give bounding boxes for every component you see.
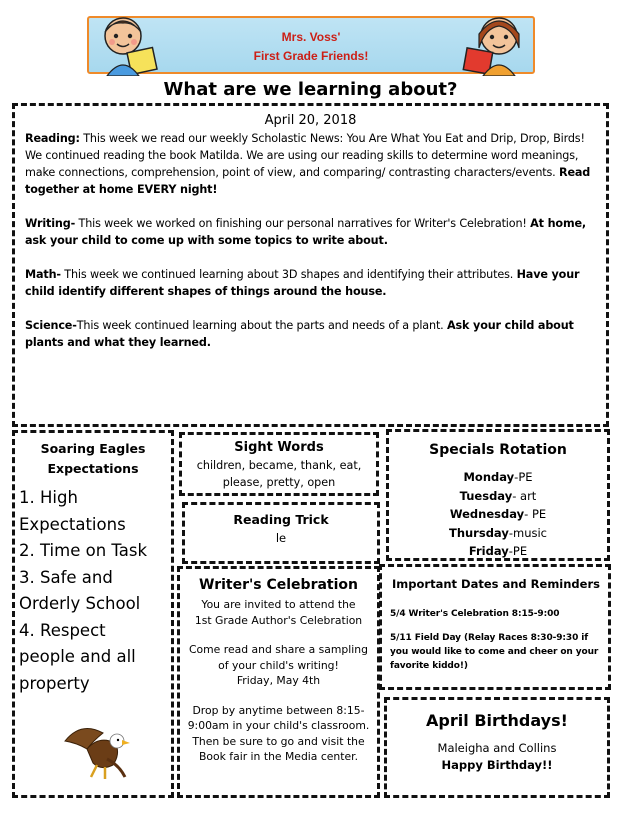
text-line: Drop by anytime between 8:15- [192,703,365,717]
science-text: This week continued learning about the parts and needs of a plant. [76,319,447,332]
eagle-mascot-illustration [63,719,133,781]
math-text: This week we continued learning about 3D shapes and identifying their attributes. [60,268,517,281]
expectations-title: Expectations [47,461,139,476]
expectations-list [19,485,167,697]
schedule-row [389,524,607,543]
important-dates-box [379,564,611,690]
text-line: 1st Grade Author's Celebration [194,613,363,627]
text-line: Then be sure to go and visit the [192,734,365,748]
text-line: favorite kiddo!) [390,661,468,671]
sight-words-title: Sight Words [234,440,324,455]
list-item: 1. High [19,488,78,507]
text-line: Book fair in the Media center. [198,750,359,763]
schedule-row [389,468,607,487]
reading-paragraph [25,130,596,198]
writing-text: This week we worked on finishing our personal narratives for Writer's Celebration! [75,217,531,230]
writers-celebration-title: Writer's Celebration [199,577,358,593]
expectations-box [12,430,174,798]
separator: - [514,470,519,484]
sight-words-list: children, became, thank, eat, [196,459,362,472]
banner-teacher-name: Mrs. Voss' [281,30,341,44]
day-label: Monday [463,470,515,484]
specials-title: Specials Rotation [429,442,567,458]
writing-paragraph [25,215,596,249]
expectations-title: Soaring Eagles [40,441,146,456]
schedule-row [389,505,607,524]
separator: - [508,544,513,558]
reading-text: This week we read our weekly Scholastic News: You Are What You Eat and Drip, Drop, Birds! We continued reading the book Matilda. We are using our reading skills to determine word meanings, make connections, comprehension, point of view, and comparing/ contrasting characters/events. [25,132,585,179]
reminder-item: 5/4 Writer's Celebration 8:15-9:00 [390,609,560,619]
banner-class-name: First Grade Friends! [253,49,369,63]
subject-label: PE [531,507,547,521]
reading-trick-box [182,502,380,564]
birthday-greeting: Happy Birthday!! [441,758,553,772]
day-label: Tuesday [459,488,513,503]
text-line: 9:00am in your child's classroom. [187,719,370,732]
list-item: people and all [19,647,136,666]
text-line: Come read and share a sampling [189,643,368,656]
sight-words-list: please, pretty, open [222,476,336,489]
separator: - [508,525,513,540]
separator: - [524,507,532,521]
text-line: of your child's writing! [218,658,339,672]
specials-rotation-box [386,429,610,561]
writers-celebration-box [177,566,380,798]
subject-label: music [513,525,548,540]
list-item: Orderly School [19,594,141,613]
day-label: Thursday [448,525,509,540]
subject-label: PE [512,544,528,558]
reminder-item [390,631,602,673]
sight-words-box [179,432,379,496]
text-line: 5/11 Field Day (Relay Races 8:30-9:30 if [390,633,589,643]
separator: - [512,488,521,503]
day-label: Wednesday [449,507,525,521]
newsletter-date: April 20, 2018 [264,113,357,128]
subject-label: PE [518,470,533,484]
invitation-text [186,597,371,765]
subject-label: art [520,488,537,503]
header-banner [87,16,535,74]
page-heading: What are we learning about? [163,79,458,100]
writing-label: Writing- [25,217,76,230]
birthdays-title: April Birthdays! [426,711,568,730]
math-label: Math- [25,268,61,281]
event-date: Friday, May 4th [236,674,321,687]
list-item: property [19,673,90,693]
math-emphasis: Have your child identify different shapes of things around the house. [25,268,580,298]
list-item: 2. Time on Task [19,541,148,560]
science-label: Science- [25,319,77,332]
kid-reading-illustration [461,14,527,76]
list-item: Expectations [19,514,126,534]
list-item: 3. Safe and [19,567,113,587]
birthdays-box [384,697,610,798]
schedule-row [389,487,607,506]
birthday-names: Maleigha and Collins [437,741,557,755]
reading-emphasis: Read together at home EVERY night! [25,166,591,196]
text-line: you would like to come and cheer on your [390,647,599,657]
reading-trick-title: Reading Trick [233,512,329,527]
text-line: You are invited to attend the [201,598,356,611]
day-label: Friday [468,544,509,558]
math-paragraph [25,266,596,300]
important-dates-title: Important Dates and Reminders [392,577,600,591]
reading-label: Reading: [25,132,80,145]
reading-trick-value: le [275,531,287,545]
science-emphasis: Ask your child about plants and what they learned. [25,319,574,349]
schedule-row [389,542,607,561]
writing-emphasis: At home, ask your child to come up with some topics to write about. [25,217,587,247]
list-item: 4. Respect [19,620,106,640]
science-paragraph [25,317,596,351]
learning-section [12,103,609,427]
